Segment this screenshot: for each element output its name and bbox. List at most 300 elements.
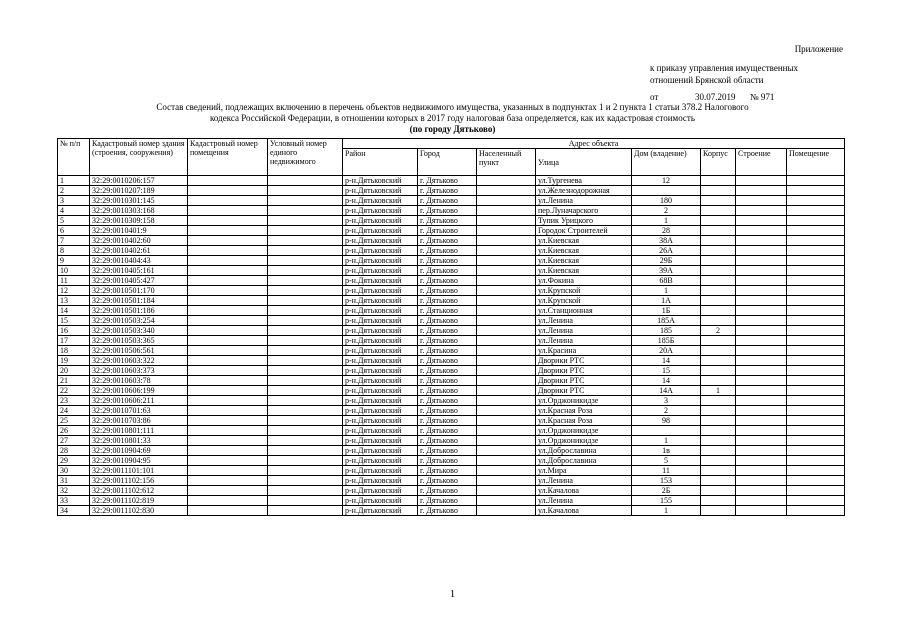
cell-house-number: 1 (632, 216, 701, 226)
table-row (58, 386, 845, 396)
cell-street: ул.Крупской (536, 286, 632, 296)
cell-row-number: 28 (58, 446, 90, 456)
cell-row-number: 32 (58, 486, 90, 496)
cell-cadastral-room (188, 446, 268, 456)
cell-settlement (477, 356, 536, 366)
cell-street: ул.Красина (536, 346, 632, 356)
cell-room (787, 196, 845, 206)
cell-room (787, 306, 845, 316)
cell-cadastral-number: 32:29:0011102:819 (90, 496, 188, 506)
cell-corpus (701, 396, 736, 406)
cell-building (736, 226, 787, 236)
table-row (58, 326, 845, 336)
cell-cadastral-room (188, 296, 268, 306)
cell-conditional-number (268, 446, 343, 456)
cell-room (787, 236, 845, 246)
table-row (58, 486, 845, 496)
cell-settlement (477, 346, 536, 356)
order-date: 30.07.2019 (695, 92, 736, 102)
cell-building (736, 446, 787, 456)
cell-cadastral-room (188, 366, 268, 376)
cell-building (736, 296, 787, 306)
table-row (58, 456, 845, 466)
property-register-table (57, 138, 845, 516)
cell-street: ул.Красная Роза (536, 406, 632, 416)
cell-house-number: 68В (632, 276, 701, 286)
cell-district: р-н.Дятьковский (343, 206, 418, 216)
cell-city: г. Дятьково (418, 496, 477, 506)
cell-cadastral-room (188, 406, 268, 416)
cell-row-number: 8 (58, 246, 90, 256)
cell-room (787, 466, 845, 476)
cell-house-number: 26А (632, 246, 701, 256)
cell-house-number: 29Б (632, 256, 701, 266)
cell-cadastral-room (188, 416, 268, 426)
table-row (58, 226, 845, 236)
cell-cadastral-number: 32:29:0010501:186 (90, 306, 188, 316)
cell-cadastral-number: 32:29:0010401:9 (90, 226, 188, 236)
cell-city: г. Дятьково (418, 386, 477, 396)
cell-building (736, 466, 787, 476)
cell-conditional-number (268, 316, 343, 326)
col-header-cadastral-room: Кадастровый номер помещения (188, 139, 268, 176)
cell-settlement (477, 376, 536, 386)
cell-conditional-number (268, 336, 343, 346)
cell-cadastral-room (188, 276, 268, 286)
table-row (58, 366, 845, 376)
cell-row-number: 18 (58, 346, 90, 356)
cell-cadastral-number: 32:29:0010606:211 (90, 396, 188, 406)
cell-corpus (701, 346, 736, 356)
cell-street: ул.Орджоникидзе (536, 436, 632, 446)
cell-conditional-number (268, 216, 343, 226)
cell-conditional-number (268, 326, 343, 336)
cell-street: ул.Красная Роза (536, 416, 632, 426)
cell-corpus: 1 (701, 386, 736, 396)
table-row (58, 496, 845, 506)
cell-cadastral-room (188, 426, 268, 436)
cell-room (787, 186, 845, 196)
cell-row-number: 22 (58, 386, 90, 396)
cell-building (736, 316, 787, 326)
cell-corpus (701, 196, 736, 206)
cell-settlement (477, 306, 536, 316)
cell-settlement (477, 176, 536, 186)
cell-corpus (701, 336, 736, 346)
cell-corpus (701, 266, 736, 276)
cell-cadastral-room (188, 266, 268, 276)
cell-settlement (477, 186, 536, 196)
appendix-label: Приложение (794, 44, 843, 54)
cell-city: г. Дятьково (418, 426, 477, 436)
cell-district: р-н.Дятьковский (343, 426, 418, 436)
cell-room (787, 496, 845, 506)
cell-conditional-number (268, 226, 343, 236)
cell-building (736, 176, 787, 186)
cell-building (736, 306, 787, 316)
cell-room (787, 176, 845, 186)
cell-corpus (701, 226, 736, 236)
cell-row-number: 7 (58, 236, 90, 246)
cell-room (787, 376, 845, 386)
table-row (58, 296, 845, 306)
table-row (58, 236, 845, 246)
cell-street: пер.Луначарского (536, 206, 632, 216)
cell-district: р-н.Дятьковский (343, 496, 418, 506)
cell-corpus (701, 176, 736, 186)
cell-settlement (477, 246, 536, 256)
cell-settlement (477, 296, 536, 306)
cell-district: р-н.Дятьковский (343, 386, 418, 396)
col-header-building: Строение (736, 149, 787, 176)
cell-district: р-н.Дятьковский (343, 466, 418, 476)
document-title-line2: кодекса Российской Федерации, в отношении которых в 2017 году налоговая база определяется, как их кадастровая стоимость (210, 113, 695, 123)
cell-street: ул.Крупской (536, 296, 632, 306)
table-row (58, 186, 845, 196)
cell-room (787, 316, 845, 326)
cell-cadastral-number: 32:29:0010405:427 (90, 276, 188, 286)
col-header-room: Помещение (787, 149, 845, 176)
cell-room (787, 216, 845, 226)
cell-conditional-number (268, 416, 343, 426)
cell-house-number: 180 (632, 196, 701, 206)
cell-cadastral-room (188, 226, 268, 236)
table-row (58, 336, 845, 346)
table-row (58, 276, 845, 286)
cell-settlement (477, 226, 536, 236)
cell-district: р-н.Дятьковский (343, 266, 418, 276)
cell-district: р-н.Дятьковский (343, 356, 418, 366)
cell-settlement (477, 266, 536, 276)
table-row (58, 176, 845, 186)
table-row (58, 376, 845, 386)
cell-city: г. Дятьково (418, 346, 477, 356)
order-date-prefix: от (650, 92, 659, 102)
cell-corpus (701, 296, 736, 306)
cell-cadastral-number: 32:29:0010506:561 (90, 346, 188, 356)
cell-cadastral-room (188, 436, 268, 446)
cell-corpus (701, 416, 736, 426)
cell-settlement (477, 466, 536, 476)
cell-cadastral-room (188, 506, 268, 516)
cell-cadastral-room (188, 486, 268, 496)
cell-corpus (701, 316, 736, 326)
cell-row-number: 10 (58, 266, 90, 276)
cell-corpus: 2 (701, 326, 736, 336)
cell-conditional-number (268, 486, 343, 496)
cell-building (736, 276, 787, 286)
cell-settlement (477, 456, 536, 466)
cell-cadastral-room (188, 386, 268, 396)
cell-city: г. Дятьково (418, 216, 477, 226)
cell-city: г. Дятьково (418, 466, 477, 476)
cell-cadastral-number: 32:29:0010701:63 (90, 406, 188, 416)
cell-row-number: 3 (58, 196, 90, 206)
cell-city: г. Дятьково (418, 316, 477, 326)
cell-settlement (477, 496, 536, 506)
cell-district: р-н.Дятьковский (343, 406, 418, 416)
cell-room (787, 286, 845, 296)
cell-street: ул.Доброславина (536, 456, 632, 466)
cell-cadastral-number: 32:29:0010503:254 (90, 316, 188, 326)
cell-settlement (477, 406, 536, 416)
col-header-cadastral-building: Кадастровый номер здания (строения, сооружения) (90, 139, 188, 176)
cell-conditional-number (268, 256, 343, 266)
cell-city: г. Дятьково (418, 256, 477, 266)
cell-cadastral-room (188, 396, 268, 406)
document-title-line1: Состав сведений, подлежащих включению в перечень объектов недвижимого имущества, указанных в подпунктах 1 и 2 пункта 1 статьи 378.2 Налогового (156, 102, 749, 112)
cell-building (736, 376, 787, 386)
table-row (58, 446, 845, 456)
col-header-corpus: Корпус (701, 149, 736, 176)
cell-conditional-number (268, 286, 343, 296)
cell-street: Дворики РТС (536, 356, 632, 366)
cell-district: р-н.Дятьковский (343, 176, 418, 186)
cell-cadastral-room (188, 496, 268, 506)
cell-cadastral-room (188, 326, 268, 336)
table-row (58, 466, 845, 476)
cell-district: р-н.Дятьковский (343, 216, 418, 226)
cell-row-number: 13 (58, 296, 90, 306)
cell-conditional-number (268, 376, 343, 386)
cell-room (787, 256, 845, 266)
cell-settlement (477, 216, 536, 226)
cell-row-number: 6 (58, 226, 90, 236)
cell-street: ул.Киевская (536, 256, 632, 266)
cell-building (736, 246, 787, 256)
cell-room (787, 346, 845, 356)
cell-conditional-number (268, 506, 343, 516)
cell-street: Дворики РТС (536, 366, 632, 376)
cell-district: р-н.Дятьковский (343, 226, 418, 236)
cell-cadastral-number: 32:29:0010904:95 (90, 456, 188, 466)
cell-city: г. Дятьково (418, 266, 477, 276)
cell-room (787, 226, 845, 236)
cell-settlement (477, 436, 536, 446)
cell-district: р-н.Дятьковский (343, 506, 418, 516)
cell-cadastral-room (188, 346, 268, 356)
cell-corpus (701, 406, 736, 416)
cell-conditional-number (268, 386, 343, 396)
cell-room (787, 426, 845, 436)
cell-house-number: 1 (632, 436, 701, 446)
cell-corpus (701, 506, 736, 516)
cell-house-number (632, 186, 701, 196)
cell-city: г. Дятьково (418, 206, 477, 216)
cell-street: ул.Киевская (536, 246, 632, 256)
order-reference-line2: отношений Брянской области (650, 75, 764, 85)
cell-house-number: 14 (632, 356, 701, 366)
cell-row-number: 11 (58, 276, 90, 286)
cell-house-number: 153 (632, 476, 701, 486)
cell-street: Тупик Урицкого (536, 216, 632, 226)
cell-house-number (632, 426, 701, 436)
order-reference-line1: к приказу управления имущественных (650, 63, 799, 73)
cell-district: р-н.Дятьковский (343, 476, 418, 486)
cell-building (736, 486, 787, 496)
cell-district: р-н.Дятьковский (343, 196, 418, 206)
cell-house-number: 39А (632, 266, 701, 276)
cell-settlement (477, 196, 536, 206)
cell-room (787, 416, 845, 426)
cell-conditional-number (268, 266, 343, 276)
cell-row-number: 27 (58, 436, 90, 446)
table-row (58, 436, 845, 446)
cell-building (736, 186, 787, 196)
table-row (58, 476, 845, 486)
cell-house-number: 14А (632, 386, 701, 396)
cell-building (736, 326, 787, 336)
cell-district: р-н.Дятьковский (343, 276, 418, 286)
cell-house-number: 20А (632, 346, 701, 356)
cell-district: р-н.Дятьковский (343, 336, 418, 346)
cell-street: ул.Киевская (536, 236, 632, 246)
cell-district: р-н.Дятьковский (343, 186, 418, 196)
cell-room (787, 366, 845, 376)
cell-corpus (701, 376, 736, 386)
cell-conditional-number (268, 306, 343, 316)
cell-cadastral-number: 32:29:0010503:365 (90, 336, 188, 346)
cell-building (736, 346, 787, 356)
cell-district: р-н.Дятьковский (343, 306, 418, 316)
cell-corpus (701, 366, 736, 376)
cell-house-number: 5 (632, 456, 701, 466)
cell-street: ул.Железнодорожная (536, 186, 632, 196)
cell-district: р-н.Дятьковский (343, 486, 418, 496)
table-row (58, 306, 845, 316)
cell-cadastral-room (188, 256, 268, 266)
cell-street: ул.Орджоникидзе (536, 396, 632, 406)
cell-building (736, 506, 787, 516)
cell-room (787, 436, 845, 446)
cell-row-number: 30 (58, 466, 90, 476)
cell-conditional-number (268, 356, 343, 366)
col-header-address: Адрес объекта (343, 139, 845, 149)
cell-city: г. Дятьково (418, 276, 477, 286)
cell-conditional-number (268, 426, 343, 436)
cell-cadastral-room (188, 186, 268, 196)
cell-corpus (701, 256, 736, 266)
cell-room (787, 506, 845, 516)
cell-corpus (701, 216, 736, 226)
cell-cadastral-room (188, 236, 268, 246)
cell-city: г. Дятьково (418, 306, 477, 316)
cell-corpus (701, 236, 736, 246)
cell-district: р-н.Дятьковский (343, 416, 418, 426)
cell-house-number: 185Б (632, 336, 701, 346)
cell-cadastral-number: 32:29:0010603:78 (90, 376, 188, 386)
table-row (58, 426, 845, 436)
cell-cadastral-number: 32:29:0010501:170 (90, 286, 188, 296)
cell-city: г. Дятьково (418, 486, 477, 496)
cell-street: ул.Фокина (536, 276, 632, 286)
cell-district: р-н.Дятьковский (343, 256, 418, 266)
cell-cadastral-room (188, 286, 268, 296)
cell-settlement (477, 256, 536, 266)
cell-street: ул.Качалова (536, 486, 632, 496)
cell-cadastral-number: 32:29:0010801:33 (90, 436, 188, 446)
cell-conditional-number (268, 276, 343, 286)
cell-settlement (477, 476, 536, 486)
cell-street: ул.Ленина (536, 316, 632, 326)
cell-settlement (477, 416, 536, 426)
cell-row-number: 5 (58, 216, 90, 226)
cell-district: р-н.Дятьковский (343, 346, 418, 356)
cell-conditional-number (268, 236, 343, 246)
cell-cadastral-room (188, 466, 268, 476)
cell-settlement (477, 446, 536, 456)
cell-city: г. Дятьково (418, 456, 477, 466)
cell-settlement (477, 316, 536, 326)
cell-city: г. Дятьково (418, 506, 477, 516)
cell-settlement (477, 396, 536, 406)
table-row (58, 356, 845, 366)
cell-room (787, 206, 845, 216)
cell-district: р-н.Дятьковский (343, 296, 418, 306)
cell-district: р-н.Дятьковский (343, 326, 418, 336)
cell-house-number: 185 (632, 326, 701, 336)
table-row (58, 396, 845, 406)
col-header-conditional-number: Условный номер единого недвижимого (268, 139, 343, 176)
cell-city: г. Дятьково (418, 246, 477, 256)
cell-city: г. Дятьково (418, 436, 477, 446)
cell-cadastral-number: 32:29:0010603:322 (90, 356, 188, 366)
cell-corpus (701, 466, 736, 476)
cell-city: г. Дятьково (418, 176, 477, 186)
cell-room (787, 446, 845, 456)
order-number: № 971 (750, 92, 775, 102)
cell-street: ул.Станционная (536, 306, 632, 316)
cell-cadastral-room (188, 376, 268, 386)
cell-row-number: 33 (58, 496, 90, 506)
cell-street: ул.Тургенева (536, 176, 632, 186)
cell-city: г. Дятьково (418, 416, 477, 426)
cell-city: г. Дятьково (418, 336, 477, 346)
cell-room (787, 406, 845, 416)
cell-street: Дворики РТС (536, 376, 632, 386)
cell-building (736, 236, 787, 246)
cell-house-number: 2Б (632, 486, 701, 496)
cell-district: р-н.Дятьковский (343, 446, 418, 456)
cell-city: г. Дятьково (418, 326, 477, 336)
cell-cadastral-room (188, 306, 268, 316)
cell-conditional-number (268, 196, 343, 206)
cell-cadastral-number: 32:29:0010801:111 (90, 426, 188, 436)
cell-building (736, 476, 787, 486)
cell-city: г. Дятьково (418, 296, 477, 306)
cell-district: р-н.Дятьковский (343, 456, 418, 466)
cell-conditional-number (268, 476, 343, 486)
col-header-num: № п/п (58, 139, 90, 176)
col-header-city: Город (418, 149, 477, 176)
cell-building (736, 436, 787, 446)
cell-cadastral-number: 32:29:0011102:156 (90, 476, 188, 486)
cell-corpus (701, 486, 736, 496)
cell-cadastral-number: 32:29:0010703:86 (90, 416, 188, 426)
cell-cadastral-room (188, 206, 268, 216)
col-header-district: Район (343, 149, 418, 176)
cell-cadastral-number: 32:29:0011102:612 (90, 486, 188, 496)
cell-building (736, 356, 787, 366)
cell-city: г. Дятьково (418, 196, 477, 206)
cell-cadastral-room (188, 356, 268, 366)
cell-cadastral-number: 32:29:0010405:161 (90, 266, 188, 276)
cell-house-number: 98 (632, 416, 701, 426)
cell-house-number: 11 (632, 466, 701, 476)
cell-corpus (701, 306, 736, 316)
cell-city: г. Дятьково (418, 236, 477, 246)
cell-city: г. Дятьково (418, 186, 477, 196)
